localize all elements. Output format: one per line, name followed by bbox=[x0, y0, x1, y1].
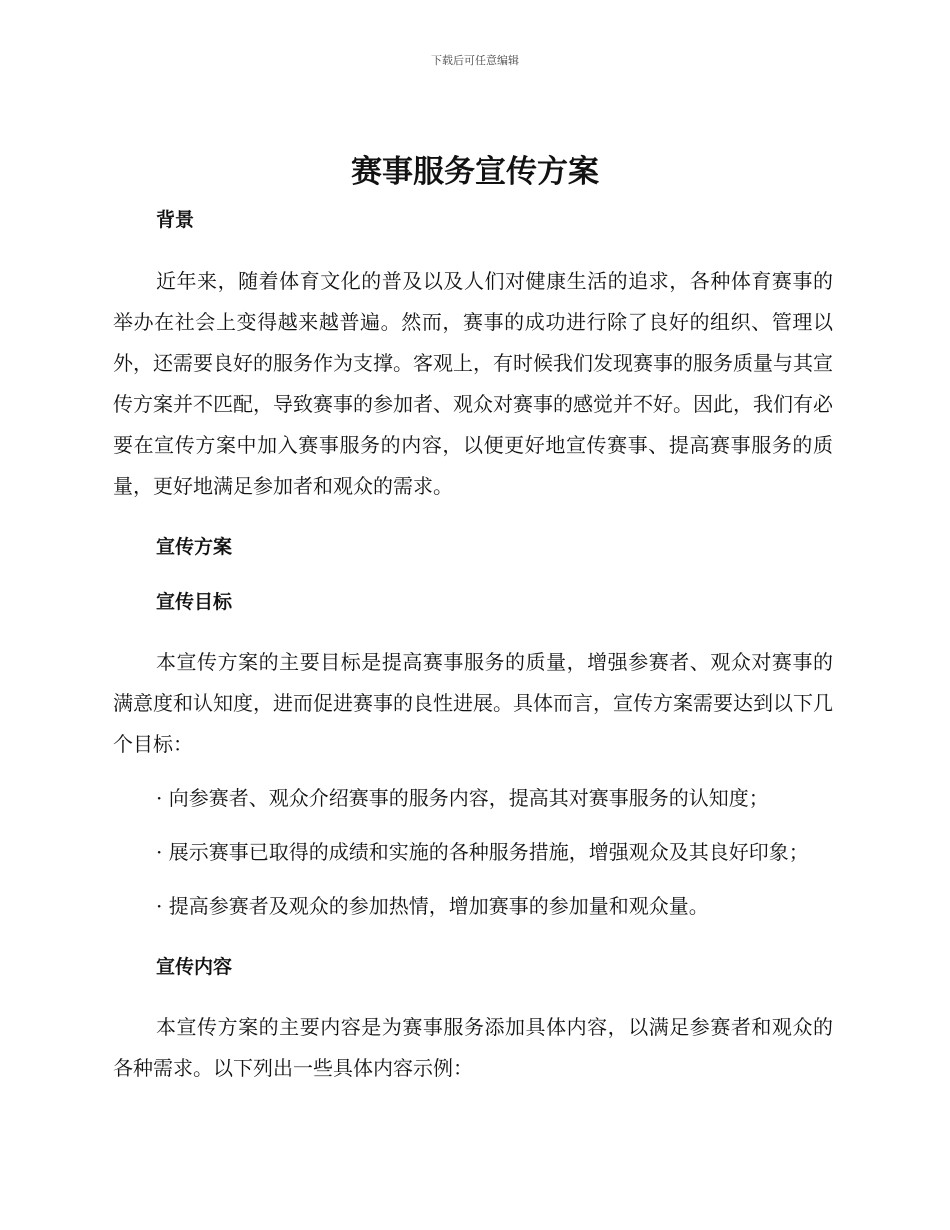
document-body bbox=[113, 206, 833, 1089]
section-heading-content: 宣传内容 bbox=[156, 956, 233, 978]
goal-bullet-item: · 提高参赛者及观众的参加热情，增加赛事的参加量和观众量。 bbox=[156, 894, 709, 918]
goal-bullet-item: · 展示赛事已取得的成绩和实施的各种服务措施，增强观众及其良好印象； bbox=[156, 840, 809, 864]
section-heading-background: 背景 bbox=[156, 209, 195, 231]
section-heading-plan: 宣传方案 bbox=[156, 536, 233, 558]
background-paragraph: 近年来，随着体育文化的普及以及人们对健康生活的追求，各种体育赛事的举办在社会上变得越来越普遍。然而，赛事的成功进行除了良好的组织、管理以外，还需要良好的服务作为支撑。客观上，有时候我们发现赛事的服务质量与其宣传方案并不匹配，导致赛事的参加者、观众对赛事的感觉并不好。因此，我们有必要在宣传方案中加入赛事服务的内容，以便更好地宣传赛事、提高赛事服务的质量，更好地满足参加者和观众的需求。 bbox=[113, 269, 833, 498]
document-title: 赛事服务宣传方案 bbox=[351, 154, 599, 190]
page-header: 下载后可任意编辑 bbox=[431, 54, 519, 67]
content-paragraph: 本宣传方案的主要内容是为赛事服务添加具体内容，以满足参赛者和观众的各种需求。以下列出一些具体内容示例： bbox=[113, 1015, 833, 1080]
goal-paragraph: 本宣传方案的主要目标是提高赛事服务的质量，增强参赛者、观众对赛事的满意度和认知度，进而促进赛事的良性进展。具体而言，宣传方案需要达到以下几个目标： bbox=[113, 650, 833, 756]
goal-bullet-item: · 向参赛者、观众介绍赛事的服务内容，提高其对赛事服务的认知度； bbox=[156, 786, 769, 810]
section-heading-goal: 宣传目标 bbox=[156, 591, 233, 613]
